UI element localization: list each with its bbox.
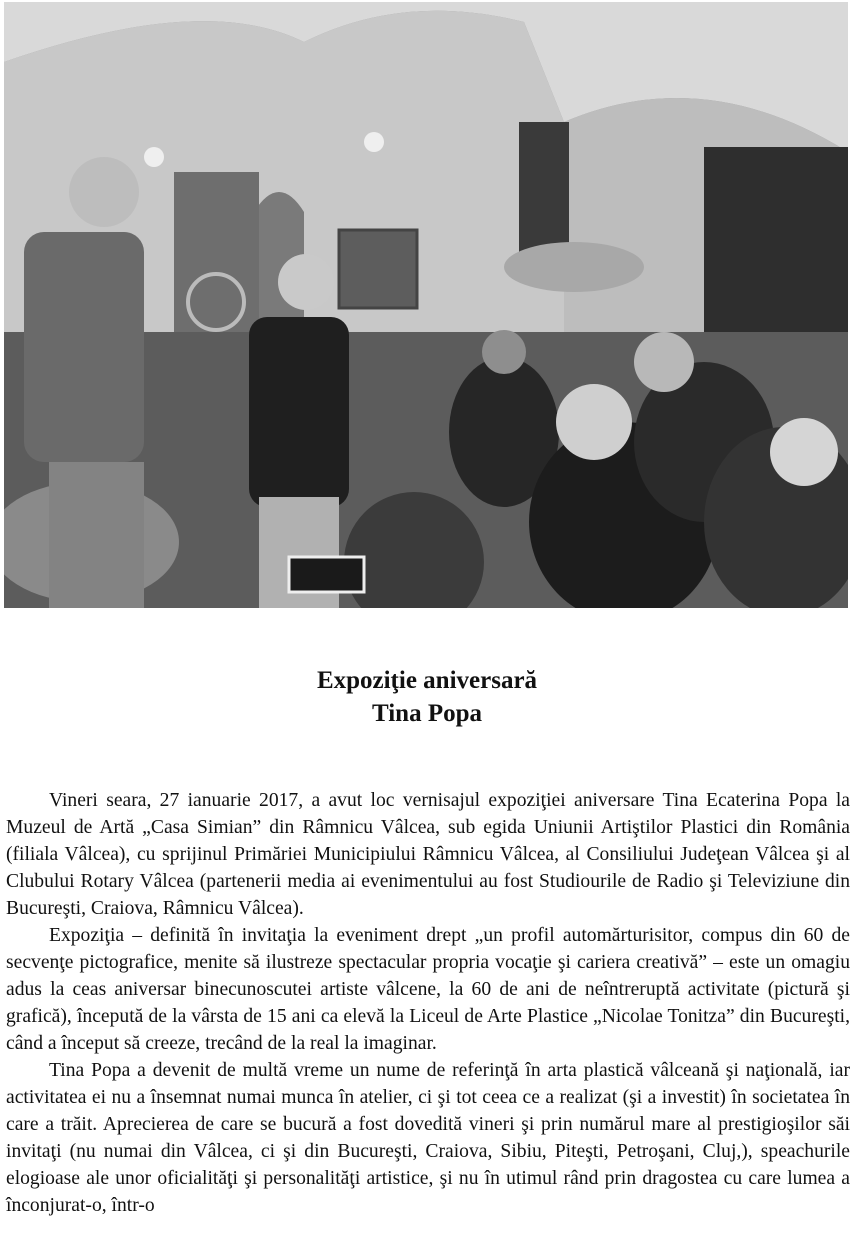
event-photo-illustration	[4, 2, 848, 608]
article-paragraph-2: Expoziţia – definită în invitaţia la eveniment drept „un profil automărturisitor, compus din 60 de secvenţe pictografice, menite să ilustreze spectacular propria vocaţie şi cariera creativă” – este un omagiu adus la ceas aniversar binecunoscutei artiste vâlcene, la 60 de ani de neîntreruptă activitate (pictură şi grafică), începută de la vârsta de 15 ani ca elevă la Liceul de Arte Plastice „Nicolae Tonitza” din Bucureşti, când a început să creeze, trecând de la real la imaginar.	[6, 925, 850, 1054]
article-title-line-2: Tina Popa	[372, 700, 482, 727]
article-paragraph-3: Tina Popa a devenit de multă vreme un nume de referinţă în arta plastică vâlceană şi naţională, iar activitatea ei nu a însemnat numai munca în atelier, ci şi tot ceea ce a realizat (şi a investit) în societatea în care a trăit. Aprecierea de care se bucură a fost dovedită vineri şi prin numărul mare al prestigioşilor săi invitaţi (nu numai din Vâlcea, ci şi din Bucureşti, Craiova, Sibiu, Piteşti, Petroşani, Cluj,), speachurile elogioase ale unor oficialităţi şi personalităţi artistice, şi nu în utimul rând prin dragostea cu care lumea a înconjurat-o, într-o	[6, 1060, 850, 1216]
article-body	[6, 787, 850, 1219]
article-title	[0, 664, 854, 730]
event-photo	[4, 2, 848, 608]
article-title-line-1: Expoziţie aniversară	[316, 667, 538, 694]
article-paragraph-1: Vineri seara, 27 ianuarie 2017, a avut loc vernisajul expoziţiei aniversare Tina Ecaterina Popa la Muzeul de Artă „Casa Simian” din Râmnicu Vâlcea, sub egida Uniunii Artiştilor Plastici din România (filiala Vâlcea), cu sprijinul Primăriei Municipiului Râmnicu Vâlcea, al Consiliului Judeţean Vâlcea şi al Clubului Rotary Vâlcea (partenerii media ai evenimentului au fost Studiourile de Radio şi Televiziune din Bucureşti, Craiova, Râmnicu Vâlcea).	[6, 790, 850, 919]
